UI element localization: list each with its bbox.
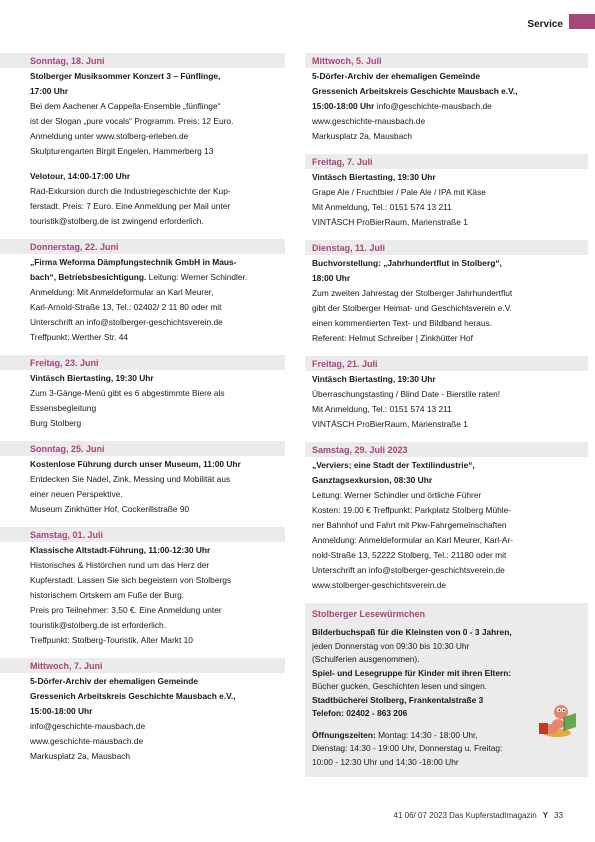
event-date: Sonntag, 25. Juni <box>0 441 285 456</box>
event-card <box>0 527 285 648</box>
footer-publication: 41 06/ 07 2023 Das Kupferstadtmagazin <box>393 811 537 820</box>
event-date: Samstag, 01. Juli <box>0 527 285 542</box>
left-column <box>0 53 285 774</box>
event-description-2: Rad-Exkursion durch die Industriegeschichte der Kup- ferstadt. Preis: 7 Euro. Eine Anmeldung per Mail unter touristik@stolberg.de ist zwingend erforderlich. <box>30 186 231 226</box>
event-description: Anmeldung: Mit Anmeldeformular an Karl Meurer, Karl-Arnold-Straße 13, Tel.: 02402/ 2 11 80 oder mit Unterschrift an info@stolberger-geschichtsverein.de Treffpunkt: Werther Str. 44 <box>30 287 223 342</box>
lese-line-4: Bücher gucken, Geschichten lesen und singen. <box>312 681 488 691</box>
event-title-2: Velotour, 14:00-17:00 Uhr <box>30 171 131 181</box>
lese-address: Stadtbücherei Stolberg, Frankentalstraße 3 Telefon: 02402 - 863 206 <box>312 694 484 718</box>
bookworm-icon <box>534 693 580 739</box>
page-footer <box>394 811 563 820</box>
lese-line-1: Bilderbuchspaß für die Kleinsten von 0 - 3 Jahren, <box>312 627 512 637</box>
event-title: Vintäsch Biertasting, 19:30 Uhr <box>30 373 154 383</box>
event-card <box>305 240 588 346</box>
event-date: Freitag, 7. Juli <box>305 154 588 169</box>
event-title: Vintäsch Biertasting, 19:30 Uhr <box>312 374 436 384</box>
lese-line-3: Spiel- und Lesegruppe für Kinder mit ihren Eltern: <box>312 667 512 678</box>
event-description: Entdecken Sie Nadel, Zink, Messing und Mobilität aus einer neuen Perspektive. Museum Zinkhütter Hof, Cockerillstraße 90 <box>30 474 231 514</box>
event-description: Zum 3-Gänge-Menü gibt es 6 abgestimmte Biere als Essensbegleitung Burg Stolberg <box>30 388 225 428</box>
right-column <box>305 53 588 777</box>
event-date: Donnerstag, 22. Juni <box>0 239 285 254</box>
event-description: Grape Ale / Fruchtbier / Pale Ale / IPA mit Käse Mit Anmeldung, Tel.: 0151 574 13 211 VINTÄSCH ProBierRaum, Marienstraße 1 <box>312 187 486 227</box>
event-card <box>0 53 285 229</box>
opening-hours: Montag: 14:30 - 18:00 Uhr, Dienstag: 14:30 - 19:00 Uhr, Donnerstag u. Freitag: 10:00 - 12:30 Uhr und 14:30 -18:00 Uhr <box>312 729 503 767</box>
lese-line-2: jeden Donnerstag von 09:30 bis 10:30 Uhr (Schulferien ausgenommen). <box>312 640 470 664</box>
event-title: Vintäsch Biertasting, 19:30 Uhr <box>312 172 436 182</box>
event-card <box>305 442 588 593</box>
event-description: Zum zweiten Jahrestag der Stolberger Jahrhundertflut gibt der Stolberger Heimat- und Geschichtsverein e.V. einen kommentierten Text- und Bildband heraus. Referent: Helmut Schreiber | Zinkhütter Hof <box>312 288 513 343</box>
event-title: 5-Dörfer-Archiv der ehemaligen Gemeinde Gressenich Arbeitskreis Geschichte Mausbach e.V., 15:00-18:00 Uhr <box>30 676 236 716</box>
event-card <box>305 53 588 144</box>
event-date: Mittwoch, 5. Juli <box>305 53 588 68</box>
event-description: Bei dem Aachener A Cappella-Ensemble „fünflinge“ ist der Slogan „pure vocals“ Programm. Preis: 12 Euro. Anmeldung unter www.stolberg-erleben.de Skulpturengarten Birgit Engelen, Hammerberg 13 <box>30 101 234 156</box>
event-title: „Firma Weforma Dämpfungstechnik GmbH in Maus- bach“, Betriebsbesichtigung. <box>30 257 237 282</box>
event-date: Freitag, 23. Juni <box>0 355 285 370</box>
event-title: Klassische Altstadt-Führung, 11:00-12:30 Uhr <box>30 545 211 555</box>
event-card <box>0 658 285 764</box>
event-card <box>0 355 285 431</box>
event-date: Mittwoch, 7. Juni <box>0 658 285 673</box>
event-description: info@geschichte-mausbach.de www.geschichte-mausbach.de Markusplatz 2a, Mausbach <box>30 721 146 761</box>
magazine-logo-mark: Y <box>542 811 549 820</box>
event-card <box>0 239 285 345</box>
event-card <box>305 154 588 230</box>
lesewuermchen-box <box>305 603 588 777</box>
event-title: Stolberger Musiksommer Konzert 3 – Fünflinge, 17:00 Uhr <box>30 71 221 96</box>
event-date: Freitag, 21. Juli <box>305 356 588 371</box>
section-label: Service <box>527 19 563 30</box>
opening-hours-label: Öffnungszeiten: <box>312 729 376 740</box>
event-date: Sonntag, 18. Juni <box>0 53 285 68</box>
event-title: „Verviers; eine Stadt der Textilindustrie“, Ganztagsexkursion, 08:30 Uhr <box>312 460 475 485</box>
event-card <box>305 356 588 432</box>
lesewuermchen-title: Stolberger Lesewürmchen <box>312 609 426 619</box>
event-description: Leitung: Werner Schindler und örtliche Führer Kosten: 19.00 € Treffpunkt: Parkplatz Stolberg Mühle- ner Bahnhof und Fahrt mit Pkw-Fahrgemeinschaften Anmeldung: Anmeldeformular an Karl Meurer, Karl-Ar- nold-Straße 13, 52222 Stolberg, Tel.: 21180 oder mit Unterschrift an info@stolberger-geschichtsverein.de www.stolberger-geschichtsverein.de <box>312 490 514 590</box>
event-title-rest: info@geschichte-mausbach.de <box>374 101 492 111</box>
event-description: www.geschichte-mausbach.de Markusplatz 2a, Mausbach <box>312 116 426 141</box>
event-card <box>0 441 285 517</box>
event-title: Buchvorstellung: „Jahrhundertflut in Stolberg“, 18:00 Uhr <box>312 258 502 283</box>
event-title: Kostenlose Führung durch unser Museum, 11:00 Uhr <box>30 459 241 469</box>
event-description: Historisches & Histörchen rund um das Herz der Kupferstadt. Lassen Sie sich begeistern von Stolbergs historischem Ortskern am Fuße der Burg. Preis pro Teilnehmer: 3,50 €. Eine Anmeldung unter touristik@stolberg.de ist erforderlich. Treffpunkt: Stolberg-Touristik, Alter Markt 10 <box>30 560 232 645</box>
event-description: Überraschungstasting / Blind Date - Bierstile raten! Mit Anmeldung, Tel.: 0151 574 13 211 VINTÄSCH ProBierRaum, Marienstraße 1 <box>312 389 501 429</box>
event-date: Dienstag, 11. Juli <box>305 240 588 255</box>
page-number: 33 <box>554 811 563 820</box>
event-title-rest: Leitung: Werner Schindler. <box>146 272 248 282</box>
section-color-bar <box>569 14 595 29</box>
event-date: Samstag, 29. Juli 2023 <box>305 442 588 457</box>
event-title: 5-Dörfer-Archiv der ehemaligen Gemeinde Gressenich Arbeitskreis Geschichte Mausbach e.V., 15:00-18:00 Uhr <box>312 71 518 111</box>
